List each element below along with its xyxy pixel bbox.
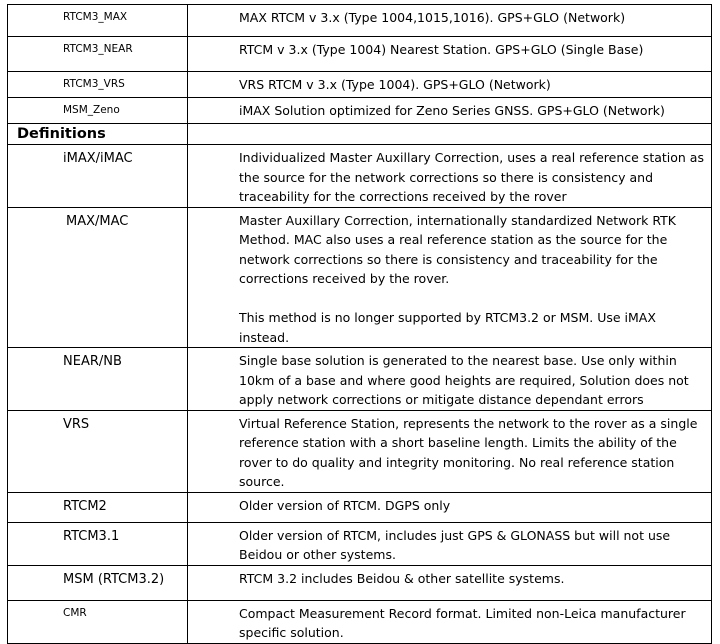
- definition-paragraph: Older version of RTCM. DGPS only: [239, 497, 451, 513]
- definition-description: [188, 348, 712, 411]
- definition-term: CMR: [8, 600, 188, 643]
- format-term: RTCM3_NEAR: [8, 37, 188, 72]
- table-row: [8, 522, 712, 565]
- definition-paragraph: Single base solution is generated to the nearest base. Use only within 10km of a base and where good heights are required, Solution does not apply network corrections or mitigate distance dependant errors: [239, 353, 689, 407]
- table-row: [8, 348, 712, 411]
- format-description: VRS RTCM v 3.x (Type 1004). GPS+GLO (Network): [188, 72, 712, 98]
- definition-paragraph: Older version of RTCM, includes just GPS & GLONASS but will not use Beidou or other systems.: [239, 527, 671, 562]
- format-term: RTCM3_VRS: [8, 72, 188, 98]
- definition-description: [188, 600, 712, 643]
- table-row: [8, 98, 712, 124]
- definitions-heading: Definitions: [8, 124, 188, 145]
- table-row: [8, 600, 712, 643]
- format-term: RTCM3_MAX: [8, 5, 188, 37]
- definition-paragraph: Compact Measurement Record format. Limited non-Leica manufacturer specific solution.: [239, 605, 686, 640]
- definition-paragraph: This method is no longer supported by RTCM3.2 or MSM. Use iMAX instead.: [239, 310, 656, 345]
- table-row: [8, 410, 712, 492]
- definition-description: [188, 492, 712, 522]
- definition-paragraph: Master Auxillary Correction, internationally standardized Network RTK Method. MAC also uses a real reference station as the source for the network corrections so there is consistency and traceability for the corrections received by the rover.: [239, 212, 676, 286]
- definition-description: [188, 565, 712, 600]
- format-description: MAX RTCM v 3.x (Type 1004,1015,1016). GPS+GLO (Network): [188, 5, 712, 37]
- format-description: iMAX Solution optimized for Zeno Series GNSS. GPS+GLO (Network): [188, 98, 712, 124]
- definition-term: NEAR/NB: [8, 348, 188, 411]
- format-term: MSM_Zeno: [8, 98, 188, 124]
- table-row: [8, 72, 712, 98]
- format-description: RTCM v 3.x (Type 1004) Nearest Station. GPS+GLO (Single Base): [188, 37, 712, 72]
- definition-description: [188, 145, 712, 208]
- definition-paragraph: Virtual Reference Station, represents the network to the rover as a single reference station with a short baseline length. Limits the ability of the rover to do quality and integrity monitoring. No real reference station source.: [239, 415, 698, 489]
- definition-term: MAX/MAC: [8, 207, 188, 348]
- definition-term: MSM (RTCM3.2): [8, 565, 188, 600]
- definition-description: [188, 207, 712, 348]
- correction-formats-table: [7, 4, 712, 644]
- table-row: [8, 492, 712, 522]
- definition-description: [188, 410, 712, 492]
- empty-cell: [188, 124, 712, 145]
- table-row: [8, 5, 712, 37]
- definition-term: iMAX/iMAC: [8, 145, 188, 208]
- paragraph-spacer: [239, 289, 705, 309]
- definition-paragraph: RTCM 3.2 includes Beidou & other satellite systems.: [239, 570, 565, 586]
- definition-term: VRS: [8, 410, 188, 492]
- table-row: [8, 37, 712, 72]
- definition-term: RTCM3.1: [8, 522, 188, 565]
- definitions-heading-row: [8, 124, 712, 145]
- table-row: [8, 145, 712, 208]
- definition-term: RTCM2: [8, 492, 188, 522]
- table-row: [8, 207, 712, 348]
- table-row: [8, 565, 712, 600]
- definition-paragraph: Individualized Master Auxillary Correction, uses a real reference station as the source for the network corrections so there is consistency and traceability for the corrections received by the rover: [239, 150, 704, 204]
- definition-description: [188, 522, 712, 565]
